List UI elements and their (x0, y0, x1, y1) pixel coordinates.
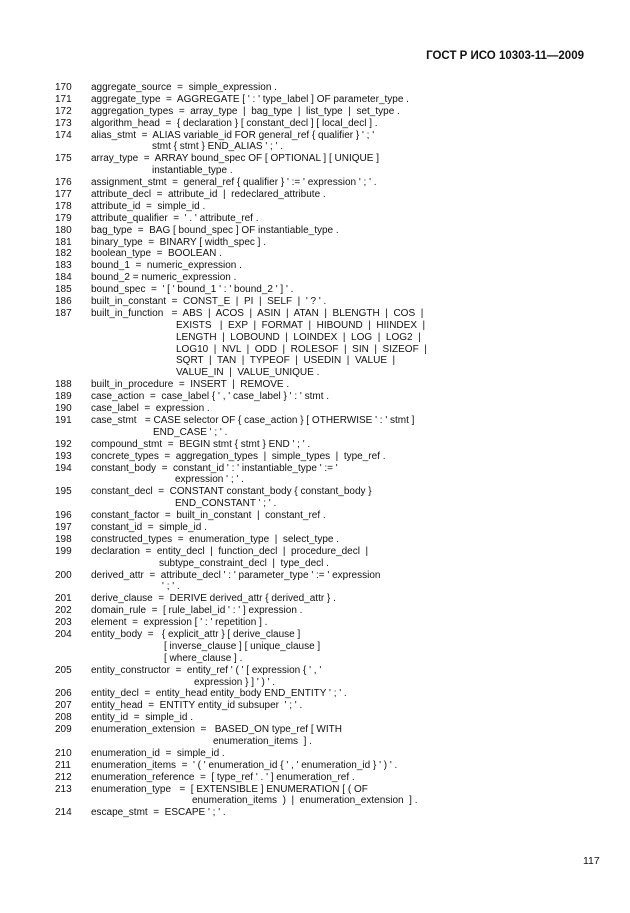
rule-number: 179 (55, 212, 72, 224)
rule-text: binary_type = BINARY [ width_spec ] . (91, 236, 266, 248)
rule-number: 175 (55, 153, 72, 165)
rule-number: 201 (55, 593, 72, 605)
grammar-rule (0, 629, 630, 641)
rule-text: constant_body = constant_id ' : ' instantiable_type ' := ' (91, 462, 338, 474)
rule-number: 181 (55, 236, 72, 248)
grammar-rule (0, 272, 630, 284)
rule-text: expression } ] ' ) ' . (194, 676, 276, 688)
grammar-rule (0, 784, 630, 796)
rule-text: bound_1 = numeric_expression . (91, 260, 242, 272)
rule-text: case_stmt = CASE selector OF { case_action } [ OTHERWISE ' : ' stmt ] (91, 414, 415, 426)
rule-number: 171 (55, 93, 72, 105)
rule-number: 207 (55, 700, 72, 712)
rule-text: EXISTS | EXP | FORMAT | HIBOUND | HIINDEX | (176, 319, 426, 331)
grammar-rule (0, 463, 630, 475)
rule-number: 194 (55, 462, 72, 474)
grammar-rule (0, 415, 630, 427)
grammar-rule-continuation (0, 141, 630, 153)
grammar-rule (0, 486, 630, 498)
grammar-rule (0, 510, 630, 522)
rule-number: 206 (55, 688, 72, 700)
grammar-rule (0, 534, 630, 546)
grammar-rule (0, 260, 630, 272)
rule-text: bag_type = BAG [ bound_spec ] OF instantiable_type . (91, 224, 339, 236)
rule-text: enumeration_id = simple_id . (91, 747, 225, 759)
rule-text: case_label = expression . (91, 403, 210, 415)
grammar-rule-continuation (0, 427, 630, 439)
rule-number: 192 (55, 438, 72, 450)
rule-number: 177 (55, 189, 72, 201)
grammar-rule-continuation (0, 332, 630, 344)
grammar-rule (0, 546, 630, 558)
grammar-rule-continuation (0, 320, 630, 332)
rule-text: entity_decl = entity_head entity_body END_ENTITY ' ; ' . (91, 688, 347, 700)
rule-text: algorithm_head = { declaration } [ constant_decl ] [ local_decl ] . (91, 117, 378, 129)
grammar-rule (0, 130, 630, 142)
rule-text: SQRT | TAN | TYPEOF | USEDIN | VALUE | (176, 355, 396, 367)
rule-text: subtype_constraint_decl | type_decl . (159, 557, 329, 569)
grammar-rule (0, 760, 630, 772)
grammar-rule-continuation (0, 367, 630, 379)
grammar-rule-continuation (0, 558, 630, 570)
rule-text: derive_clause = DERIVE derived_attr { derived_attr } . (91, 593, 336, 605)
grammar-rule (0, 391, 630, 403)
rule-number: 205 (55, 664, 72, 676)
grammar-rule (0, 118, 630, 130)
rule-text: domain_rule = [ rule_label_id ' : ' ] expression . (91, 605, 303, 617)
rule-number: 208 (55, 712, 72, 724)
rule-text: enumeration_items ) | enumeration_extension ] . (192, 795, 418, 807)
grammar-rule (0, 617, 630, 629)
grammar-rule (0, 153, 630, 165)
rule-text: enumeration_extension = BASED_ON type_ref [ WITH (91, 724, 342, 736)
rule-text: built_in_function = ABS | ACOS | ASIN | ATAN | BLENGTH | COS | (91, 307, 424, 319)
grammar-rule (0, 82, 630, 94)
rule-text: VALUE_IN | VALUE_UNIQUE . (176, 367, 320, 379)
rule-number: 204 (55, 628, 72, 640)
grammar-rule (0, 201, 630, 213)
grammar-rule (0, 451, 630, 463)
rule-text: boolean_type = BOOLEAN . (91, 248, 222, 260)
rule-number: 184 (55, 272, 72, 284)
rule-text: entity_constructor = entity_ref ' ( ' [ expression { ' , ' (91, 664, 322, 676)
rule-text: enumeration_items ] . (213, 735, 312, 747)
rule-text: concrete_types = aggregation_types | simple_types | type_ref . (91, 450, 386, 462)
rule-number: 209 (55, 724, 72, 736)
rule-text: compound_stmt = BEGIN stmt { stmt } END ' ; ' . (91, 438, 311, 450)
rule-number: 198 (55, 533, 72, 545)
rule-text: enumeration_reference = [ type_ref ' . ' ] enumeration_ref . (91, 771, 355, 783)
grammar-rule (0, 605, 630, 617)
rule-text: aggregate_source = simple_expression . (91, 82, 277, 93)
rule-number: 190 (55, 403, 72, 415)
rule-text: declaration = entity_decl | function_decl | procedure_decl | (91, 545, 369, 557)
rule-number: 191 (55, 414, 72, 426)
grammar-rule (0, 379, 630, 391)
grammar-rule (0, 700, 630, 712)
rule-text: ' ; ' . (162, 581, 180, 593)
grammar-rule (0, 177, 630, 189)
rule-number: 210 (55, 747, 72, 759)
rule-number: 178 (55, 200, 72, 212)
grammar-rule (0, 688, 630, 700)
rule-number: 193 (55, 450, 72, 462)
grammar-rule (0, 665, 630, 677)
grammar-rule-continuation (0, 474, 630, 486)
rule-text: entity_id = simple_id . (91, 712, 193, 724)
rule-number: 211 (55, 759, 71, 771)
rule-text: bound_2 = numeric_expression . (91, 272, 237, 284)
rule-text: instantiable_type . (152, 165, 233, 177)
rule-number: 187 (55, 307, 72, 319)
rule-text: entity_head = ENTITY entity_id subsuper ' ; ' . (91, 700, 303, 712)
rule-number: 213 (55, 783, 72, 795)
rule-number: 195 (55, 486, 72, 498)
grammar-rule (0, 308, 630, 320)
rule-text: attribute_decl = attribute_id | redeclared_attribute . (91, 189, 326, 201)
rule-text: constant_factor = built_in_constant | constant_ref . (91, 510, 326, 522)
rule-number: 173 (55, 117, 72, 129)
grammar-rule-continuation (0, 344, 630, 356)
rule-number: 199 (55, 545, 72, 557)
rule-text: element = expression [ ' : ' repetition ] . (91, 617, 268, 629)
grammar-rule (0, 807, 630, 819)
grammar-rule (0, 284, 630, 296)
grammar-rule-continuation (0, 498, 630, 510)
rule-number: 200 (55, 569, 72, 581)
rule-text: assignment_stmt = general_ref { qualifier } ' := ' expression ' ; ' . (91, 177, 377, 189)
rule-text: case_action = case_label { ' , ' case_label } ' : ' stmt . (91, 391, 330, 403)
grammar-rule (0, 439, 630, 451)
grammar-rule (0, 570, 630, 582)
grammar-rule (0, 724, 630, 736)
document-header: ГОСТ Р ИСО 10303-11—2009 (426, 50, 584, 62)
rule-number: 202 (55, 605, 72, 617)
grammar-rule-continuation (0, 736, 630, 748)
rule-text: alias_stmt = ALIAS variable_id FOR general_ref { qualifier } ' ; ' (91, 129, 375, 141)
rule-text: constant_id = simple_id . (91, 521, 207, 533)
grammar-rule (0, 748, 630, 760)
rule-text: LENGTH | LOBOUND | LOINDEX | LOG | LOG2 | (176, 331, 421, 343)
rule-text: built_in_constant = CONST_E | PI | SELF | ' ? ' . (91, 296, 327, 308)
rule-text: constant_decl = CONSTANT constant_body { constant_body } (91, 486, 372, 498)
grammar-rule-continuation (0, 677, 630, 689)
grammar-rule-continuation (0, 641, 630, 653)
rule-text: END_CONSTANT ' ; ' . (175, 498, 277, 510)
grammar-rule-continuation (0, 165, 630, 177)
rule-number: 196 (55, 510, 72, 522)
rule-text: aggregation_types = array_type | bag_type | list_type | set_type . (91, 105, 400, 117)
grammar-rule (0, 248, 630, 260)
rule-text: entity_body = { explicit_attr } [ derive_clause ] (91, 628, 301, 640)
grammar-rule-list (0, 82, 630, 819)
rule-number: 189 (55, 391, 72, 403)
grammar-rule (0, 593, 630, 605)
rule-text: attribute_id = simple_id . (91, 200, 206, 212)
grammar-rule (0, 189, 630, 201)
rule-text: [ inverse_clause ] [ unique_clause ] (164, 640, 321, 652)
grammar-rule (0, 94, 630, 106)
rule-number: 186 (55, 296, 72, 308)
rule-text: escape_stmt = ESCAPE ' ; ' . (91, 807, 226, 819)
rule-text: enumeration_items = ' ( ' enumeration_id { ' , ' enumeration_id } ' ) ' . (91, 759, 398, 771)
rule-number: 185 (55, 284, 72, 296)
rule-number: 176 (55, 177, 72, 189)
grammar-rule (0, 237, 630, 249)
rule-text: built_in_procedure = INSERT | REMOVE . (91, 379, 290, 391)
rule-text: enumeration_type = [ EXTENSIBLE ] ENUMERATION [ ( OF (91, 783, 368, 795)
rule-text: attribute_qualifier = ' . ' attribute_ref . (91, 212, 259, 224)
rule-number: 212 (55, 771, 72, 783)
rule-text: aggregate_type = AGGREGATE [ ' : ' type_label ] OF parameter_type . (91, 93, 409, 105)
rule-number: 182 (55, 248, 72, 260)
rule-number: 188 (55, 379, 72, 391)
rule-text: array_type = ARRAY bound_spec OF [ OPTIONAL ] [ UNIQUE ] (91, 153, 379, 165)
rule-number: 203 (55, 617, 72, 629)
rule-text: LOG10 | NVL | ODD | ROLESOF | SIN | SIZEOF | (176, 343, 427, 355)
grammar-rule (0, 106, 630, 118)
grammar-rule-continuation (0, 355, 630, 367)
rule-number: 174 (55, 129, 72, 141)
rule-text: expression ' ; ' . (175, 474, 244, 486)
rule-text: [ where_clause ] . (164, 652, 243, 664)
page-number: 117 (583, 855, 600, 867)
grammar-rule (0, 712, 630, 724)
rule-text: constructed_types = enumeration_type | select_type . (91, 533, 340, 545)
grammar-rule-continuation (0, 795, 630, 807)
rule-number: 183 (55, 260, 72, 272)
grammar-rule (0, 772, 630, 784)
rule-number: 197 (55, 521, 72, 533)
rule-number: 214 (55, 807, 72, 819)
grammar-rule-continuation (0, 653, 630, 665)
grammar-rule (0, 403, 630, 415)
grammar-rule (0, 213, 630, 225)
rule-text: bound_spec = ' [ ' bound_1 ' : ' bound_2 ' ] ' . (91, 284, 294, 296)
grammar-rule-continuation (0, 581, 630, 593)
rule-number: 172 (55, 105, 72, 117)
grammar-rule (0, 522, 630, 534)
rule-text: stmt { stmt } END_ALIAS ' ; ' . (152, 141, 284, 153)
rule-text: END_CASE ' ; ' . (153, 426, 228, 438)
rule-text: derived_attr = attribute_decl ' : ' parameter_type ' := ' expression (91, 569, 381, 581)
grammar-rule (0, 296, 630, 308)
rule-number: 180 (55, 224, 72, 236)
grammar-rule (0, 225, 630, 237)
rule-number: 170 (55, 82, 72, 93)
